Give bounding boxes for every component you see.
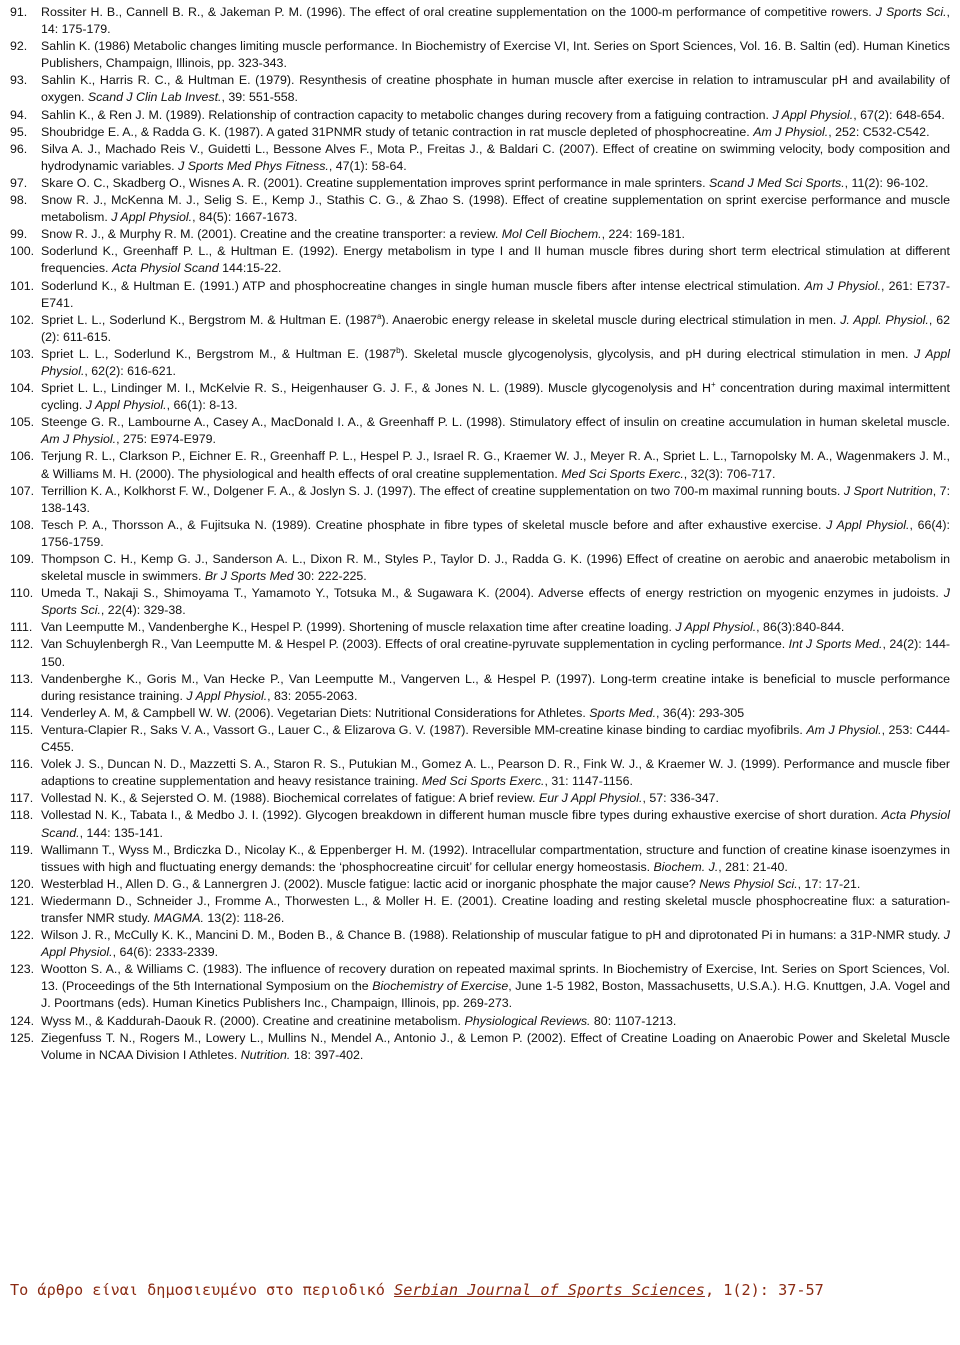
reference-segment: , 32(3): 706-717. [683, 466, 776, 481]
reference-segment: Wallimann T., Wyss M., Brdiczka D., Nicolay K., & Eppenberger H. M. (1992). Intracellular compartmentation, structure and function of creatine kinase isoenzymes in tissues with high and fluctuating energy demands: the ‘phosphocreatine circuit’ for cellular energy homeostasis. [41, 842, 950, 874]
reference-text [41, 192, 950, 226]
reference-text [41, 38, 950, 72]
reference-segment: , 66(1): 8-13. [166, 398, 238, 413]
reference-text [41, 551, 950, 585]
reference-item [10, 380, 950, 414]
reference-item [10, 141, 950, 175]
reference-item [10, 961, 950, 1012]
reference-number: 98. [10, 193, 28, 208]
reference-item [10, 790, 950, 807]
reference-number: 120. [10, 876, 35, 891]
reference-item [10, 756, 950, 790]
reference-text [41, 722, 950, 756]
reference-text [41, 4, 950, 38]
reference-segment: Terrillion K. A., Kolkhorst F. W., Dolgener F. A., & Joslyn S. J. (1997). The effect of creatine supplementation on two 700-m maximal running bouts. [41, 483, 844, 498]
journal-title: J Sports Sci. [875, 5, 947, 19]
reference-text [41, 893, 950, 927]
reference-text [41, 175, 950, 192]
reference-number: 123. [10, 962, 35, 977]
reference-number: 114. [10, 705, 34, 720]
reference-segment: , 36(4): 293-305 [656, 705, 745, 720]
reference-item [10, 4, 950, 38]
reference-segment: ). Anaerobic energy release in skeletal muscle during electrical stimulation in men. [381, 312, 841, 327]
reference-segment: , 14: 175-179. [41, 5, 950, 37]
reference-number: 103. [10, 346, 35, 361]
journal-title: Physiological Reviews. [464, 1013, 591, 1028]
reference-segment: , 22(4): 329-38. [100, 603, 186, 618]
reference-segment: Sahlin K. (1986) Metabolic changes limiting muscle performance. In Biochemistry of Exercise VI, Int. Series on Sport Sciences, Vol. 16. B. Saltin (ed). Human Kinetics Publishers, Champaign, Illinois, pp. 323-343. [41, 39, 950, 71]
journal-title: Med Sci Sports Exerc. [561, 466, 684, 481]
reference-segment: Sahlin K., & Ren J. M. (1989). Relationship of contraction capacity to metabolic changes during recovery from a fatiguing contraction. [41, 107, 773, 122]
reference-number: 105. [10, 415, 35, 430]
reference-number: 119. [10, 842, 34, 857]
reference-segment: Wiedermann D., Schneider J., Fromme A., Thorwesten L., & Moller H. E. (2001). Creatine loading and resting skeletal muscle phosphocreatine flux: a saturation-transfer NMR study. [41, 893, 950, 925]
publication-note-suffix: , 1(2): 37-57 [704, 1281, 824, 1299]
journal-title: J. Appl. Physiol. [840, 312, 929, 327]
reference-number: 110. [10, 586, 34, 601]
reference-number: 102. [10, 312, 35, 327]
reference-text [41, 483, 950, 517]
reference-item [10, 1013, 950, 1030]
reference-segment: , 24(2): 144-150. [41, 637, 951, 669]
reference-item [10, 517, 950, 551]
journal-title: Int J Sports Med. [788, 637, 883, 652]
reference-item [10, 312, 950, 346]
journal-title: Sports Med. [589, 705, 657, 720]
reference-item [10, 38, 950, 72]
reference-number: 93. [10, 73, 28, 88]
reference-segment: Vollestad N. K., & Sejersted O. M. (1988). Biochemical correlates of fatigue: A brief review. [41, 791, 539, 806]
journal-title: J Appl Physiol. [826, 517, 910, 532]
reference-number: 122. [10, 928, 35, 943]
reference-number: 124. [10, 1013, 35, 1028]
reference-segment: , 86(3):840-844. [756, 620, 845, 635]
reference-text [41, 448, 950, 482]
journal-title: Am J Physiol. [41, 432, 117, 447]
reference-item [10, 807, 950, 841]
reference-item [10, 107, 950, 124]
reference-item [10, 72, 950, 106]
journal-title: Mol Cell Biochem. [501, 227, 602, 242]
reference-segment: , 39: 551-558. [221, 90, 298, 105]
reference-number: 97. [10, 175, 28, 190]
journal-title: Scand J Med Sci Sports. [709, 175, 845, 190]
reference-text [41, 842, 950, 876]
reference-item [10, 705, 950, 722]
reference-text [41, 1013, 950, 1030]
reference-segment: 80: 1107-1213. [590, 1013, 677, 1028]
publication-note-prefix: Το άρθρο είναι δημοσιευμένο στο περιοδικό [10, 1281, 395, 1299]
reference-list [10, 4, 950, 1064]
reference-segment: , 261: E737-E741. [41, 278, 950, 310]
reference-number: 115. [10, 722, 34, 737]
reference-item [10, 842, 950, 876]
reference-segment: Shoubridge E. A., & Radda G. K. (1987). A gated 31PNMR study of tetanic contraction in rat muscle depleted of phosphocreatine. [41, 124, 754, 139]
reference-text [41, 807, 950, 841]
reference-item [10, 927, 950, 961]
reference-segment: Umeda T., Nakaji S., Shimoyama T., Yamamoto Y., Totsuka M., & Sugawara K. (2004). Adverse effects of energy restriction on myogenic enzymes in judoists. [41, 586, 944, 601]
reference-text [41, 961, 950, 1012]
reference-text [41, 876, 950, 893]
reference-segment: , 62 (2): 611-615. [41, 312, 950, 344]
reference-text [41, 72, 950, 106]
superscript: a [376, 311, 382, 321]
reference-segment: Snow R. J., & Murphy R. M. (2001). Creatine and the creatine transporter: a review. [41, 227, 502, 242]
reference-item [10, 192, 950, 226]
reference-segment: Van Leemputte M., Vandenberghe K., Hespel P. (1999). Shortening of muscle relaxation time after creatine loading. [41, 620, 676, 635]
reference-item [10, 175, 950, 192]
reference-segment: concentration during maximal intermittent cycling. [41, 381, 950, 413]
reference-segment: , 224: 169-181. [601, 227, 685, 242]
reference-segment: Westerblad H., Allen D. G., & Lannergren J. (2002). Muscle fatigue: lactic acid or inorganic phosphate the major cause? [41, 876, 700, 891]
journal-title: Acta Physiol Scand. [41, 808, 950, 840]
reference-segment: ). Skeletal muscle glycogenolysis, glycolysis, and pH during electrical stimulation in men. [400, 346, 914, 361]
reference-item [10, 448, 950, 482]
reference-number: 96. [10, 141, 28, 156]
journal-title: News Physiol Sci. [699, 876, 798, 891]
reference-number: 91. [10, 5, 28, 19]
journal-title: Nutrition. [240, 1047, 291, 1062]
reference-segment: Silva A. J., Machado Reis V., Guidetti L., Bessone Alves F., Mota P., Freitas J., & Baldari C. (2007). Effect of creatine on swimming velocity, body composition and hydrodynamic variables. [41, 141, 950, 173]
reference-text [41, 107, 950, 124]
reference-segment: Skare O. C., Skadberg O., Wisnes A. R. (2001). Creatine supplementation improves sprint performance in male sprinters. [41, 175, 709, 190]
reference-text [41, 671, 950, 705]
reference-item [10, 876, 950, 893]
reference-item [10, 893, 950, 927]
superscript: + [710, 379, 716, 389]
reference-segment: 18: 397-402. [290, 1047, 364, 1062]
reference-segment: Snow R. J., McKenna M. J., Selig S. E., Kemp J., Stathis C. G., & Zhao S. (1998). Effect of creatine supplementation on sprint exercise performance and muscle metabolism. [41, 193, 950, 225]
reference-text [41, 756, 950, 790]
reference-text [41, 517, 950, 551]
reference-segment: Tesch P. A., Thorsson A., & Fujitsuka N. (1989). Creatine phosphate in fibre types of skeletal muscle before and after exhaustive exercise. [41, 517, 827, 532]
superscript: b [396, 345, 401, 355]
reference-text [41, 414, 950, 448]
reference-text [41, 278, 950, 312]
reference-segment: Ziegenfuss T. N., Rogers M., Lowery L., Mullins N., Mendel A., Antonio J., & Lemon P. (2002). Effect of Creatine Loading on Anaerobic Power and Skeletal Muscle Volume in NCAA Division I Athletes. [41, 1030, 950, 1062]
journal-title: J Appl Physiol. [111, 210, 193, 225]
reference-segment: Rossiter H. B., Cannell B. R., & Jakeman P. M. (1996). The effect of oral creatine supplementation on the 1000-m performance of competitive rowers. [41, 5, 876, 19]
journal-title: J Appl Physiol. [41, 346, 951, 378]
reference-number: 109. [10, 552, 35, 566]
reference-text [41, 585, 950, 619]
reference-segment: , 84(5): 1667-1673. [192, 210, 298, 225]
reference-segment: , 47(1): 58-64. [328, 158, 407, 173]
reference-segment: Spriet L. L., Soderlund K., Bergstrom M., & Hultman E. (1987 [41, 346, 397, 361]
reference-segment: Wootton S. A., & Williams C. (1983). The influence of recovery duration on repeated maximal sprints. In Biochemistry of Exercise, Int. Series on Sport Sciences, Vol. 13. (Proceedings of the 5th International Symposium on the [41, 962, 950, 994]
reference-segment: , 252: C532-C542. [828, 124, 930, 139]
reference-number: 118. [10, 808, 34, 823]
journal-title: Acta Physiol Scand [111, 261, 219, 276]
reference-text [41, 226, 950, 243]
reference-item [10, 1030, 950, 1064]
journal-title: Am J Physiol. [806, 722, 882, 737]
reference-segment: Steenge G. R., Lambourne A., Casey A., MacDonald I. A., & Greenhaff P. L. (1998). Stimulatory effect of insulin on creatine accumulation in human skeletal muscle. [41, 415, 950, 430]
reference-text [41, 636, 950, 670]
reference-number: 99. [10, 227, 28, 242]
reference-text [41, 141, 950, 175]
reference-segment: , 57: 336-347. [642, 791, 719, 806]
reference-segment: Volek J. S., Duncan N. D., Mazzetti S. A., Staron R. S., Putukian M., Gomez A. L., Pearson D. R., Fink W. J., & Kraemer W. J. (1999). Performance and muscle fiber adaptions to creatine supplementation and heavy resistance training. [41, 757, 950, 789]
journal-title: J Appl Physiol. [772, 107, 854, 122]
reference-segment: 13(2): 118-26. [203, 910, 285, 925]
reference-segment: , 17: 17-21. [797, 876, 861, 891]
reference-item [10, 124, 950, 141]
reference-segment: , 253: C444-C455. [41, 722, 950, 755]
reference-text [41, 243, 950, 277]
journal-link[interactable]: Serbian Journal of Sports Sciences [394, 1281, 705, 1299]
reference-segment: Vollestad N. K., Tabata I., & Medbo J. I. (1992). Glycogen breakdown in different human muscle fibre types during exhaustive exercise of short duration. [41, 808, 882, 823]
reference-item [10, 671, 950, 705]
reference-segment: Thompson C. H., Kemp G. J., Sanderson A. L., Dixon R. M., Styles P., Taylor D. J., Radda G. K. (1996) Effect of creatine on aerobic and anaerobic metabolism in skeletal muscle in swimmers. [41, 552, 950, 584]
reference-segment: , 11(2): 96-102. [844, 175, 929, 190]
reference-number: 113. [10, 671, 34, 686]
reference-text [41, 1030, 950, 1064]
reference-segment: , 67(2): 648-654. [853, 107, 945, 122]
reference-number: 100. [10, 244, 35, 259]
reference-segment: Terjung R. L., Clarkson P., Eichner E. R., Greenhaff P. L., Hespel P. J., Israel R. G., Kraemer W. J., Meyer R. A., Spriet L. L., Tarnopolsky M. A., Wagenmakers J. M., & Williams M. H. (2000). The physiological and health effects of oral creatine supplementation. [41, 449, 950, 481]
reference-segment: , 31: 1147-1156. [544, 774, 633, 789]
journal-title: J Appl Physiol. [186, 688, 268, 703]
reference-segment: Sahlin K., Harris R. C., & Hultman E. (1979). Resynthesis of creatine phosphate in human muscle after exercise in relation to intramuscular pH and availability of oxygen. [41, 73, 950, 105]
reference-number: 111. [10, 620, 33, 635]
reference-text [41, 790, 950, 807]
reference-number: 101. [10, 278, 35, 293]
reference-text [41, 705, 950, 722]
reference-segment: , June 1-5 1982, Boston, Massachusetts, U.S.A.). H.G. Knuttgen, J.A. Vogel and J. Poortmans (eds). Human Kinetics Publishers Inc., Champaign, Illinois, pp. 269-273. [41, 979, 950, 1011]
publication-note [10, 1281, 950, 1299]
reference-item [10, 414, 950, 448]
reference-number: 104. [10, 381, 35, 396]
journal-title: J Sport Nutrition [843, 483, 933, 498]
reference-number: 117. [10, 791, 34, 806]
journal-title: Br J Sports Med [204, 569, 294, 584]
journal-title: J Appl Physiol. [675, 620, 757, 635]
reference-item [10, 346, 950, 380]
journal-title: J Appl Physiol. [41, 928, 950, 960]
reference-segment: Soderlund K., Greenhaff P. L., & Hultman E. (1992). Energy metabolism in type I and II human muscle fibres during short term electrical stimulation at different frequencies. [41, 244, 950, 276]
reference-number: 95. [10, 124, 28, 139]
reference-text [41, 312, 950, 346]
reference-segment: Soderlund K., & Hultman E. (1991.) ATP and phosphocreatine changes in single human muscle fibers after intense electrical stimulation. [41, 278, 805, 293]
reference-text [41, 619, 950, 636]
journal-title: Biochemistry of Exercise [372, 979, 509, 994]
journal-title: Biochem. J. [653, 859, 719, 874]
journal-title: Scand J Clin Lab Invest. [87, 90, 222, 105]
journal-title: J Appl Physiol. [85, 398, 167, 413]
reference-number: 112. [10, 637, 34, 652]
reference-segment: , 62(2): 616-621. [84, 363, 177, 378]
reference-number: 116. [10, 757, 34, 772]
reference-segment: Wilson J. R., McCully K. K., Mancini D. M., Boden B., & Chance B. (1988). Relationship of muscular fatigue to pH and diprotonated Pi in humans: a 31P-NMR study. [41, 928, 944, 943]
reference-segment: Venderley A. M, & Campbell W. W. (2006). Vegetarian Diets: Nutritional Considerations for Athletes. [41, 705, 590, 720]
reference-segment: 30: 222-225. [293, 569, 367, 584]
reference-segment: , 83: 2055-2063. [267, 688, 358, 703]
reference-segment: Ventura-Clapier R., Saks V. A., Vassort G., Lauer C., & Elizarova G. V. (1987). Reversible MM-creatine kinase binding to cardiac myofibrils. [41, 722, 807, 737]
reference-item [10, 243, 950, 277]
reference-number: 94. [10, 107, 28, 122]
reference-segment: , 144: 135-141. [79, 825, 163, 840]
reference-segment: Van Schuylenbergh R., Van Leemputte M. & Hespel P. (2003). Effects of oral creatine-pyruvate supplementation in cycling performance. [41, 637, 789, 652]
journal-title: J Sports Sci. [41, 586, 950, 618]
reference-segment: Spriet L. L., Lindinger M. I., McKelvie R. S., Heigenhauser G. J. F., & Jones N. L. (1989). Muscle glycogenolysis and H [41, 381, 711, 396]
reference-item [10, 551, 950, 585]
journal-title: MAGMA. [153, 910, 204, 925]
reference-segment: , 275: E974-E979. [116, 432, 216, 447]
reference-number: 121. [10, 893, 35, 908]
reference-item [10, 226, 950, 243]
reference-text [41, 346, 950, 380]
reference-segment: , 7: 138-143. [41, 483, 951, 515]
reference-item [10, 278, 950, 312]
reference-number: 108. [10, 517, 35, 532]
reference-text [41, 380, 950, 414]
reference-item [10, 585, 950, 619]
reference-number: 125. [10, 1030, 35, 1045]
journal-title: J Sports Med Phys Fitness. [178, 158, 329, 173]
reference-number: 106. [10, 449, 35, 464]
journal-title: Med Sci Sports Exerc. [421, 774, 545, 789]
reference-segment: Wyss M., & Kaddurah-Daouk R. (2000). Creatine and creatinine metabolism. [41, 1013, 465, 1028]
journal-title: Am J Physiol. [753, 124, 829, 139]
reference-item [10, 619, 950, 636]
journal-title: Eur J Appl Physiol. [538, 791, 643, 806]
reference-segment: , 66(4): 1756-1759. [41, 517, 950, 549]
reference-item [10, 636, 950, 670]
reference-segment: Spriet L. L., Soderlund K., Bergstrom M. & Hultman E. (1987 [41, 312, 377, 327]
reference-text [41, 927, 950, 961]
reference-segment: , 281: 21-40. [718, 859, 788, 874]
reference-text [41, 124, 950, 141]
reference-segment: 144:15-22. [218, 261, 282, 276]
reference-number: 107. [10, 483, 35, 498]
journal-title: Am J Physiol. [804, 278, 882, 293]
reference-segment: , 64(6): 2333-2339. [112, 945, 219, 960]
reference-number: 92. [10, 39, 28, 54]
reference-item [10, 722, 950, 756]
reference-segment: Vandenberghe K., Goris M., Van Hecke P., Van Leemputte M., Vangerven L., & Hespel P. (1997). Long-term creatine intake is beneficial to muscle performance during resistance training. [41, 671, 950, 703]
reference-item [10, 483, 950, 517]
